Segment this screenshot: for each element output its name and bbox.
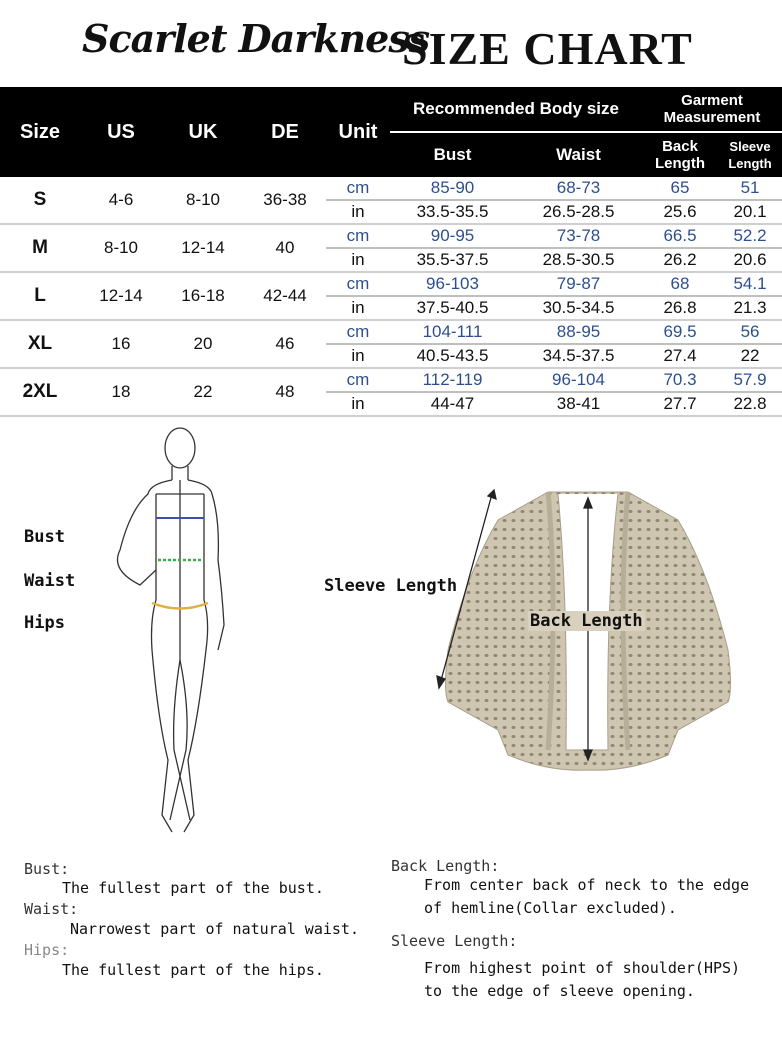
unit-cell: in bbox=[326, 344, 390, 368]
size-cell: M bbox=[0, 224, 80, 272]
us-cell: 12-14 bbox=[80, 272, 162, 320]
de-cell: 42-44 bbox=[244, 272, 326, 320]
sleeve-length-cell: 56 bbox=[718, 320, 782, 344]
figure-label-hips: Hips bbox=[24, 613, 65, 633]
unit-cell: cm bbox=[326, 368, 390, 392]
waist-cell: 38-41 bbox=[515, 392, 642, 416]
note-waist-text: Narrowest part of natural waist. bbox=[70, 920, 359, 938]
bust-cell: 44-47 bbox=[390, 392, 515, 416]
table-row bbox=[0, 368, 782, 392]
bust-cell: 35.5-37.5 bbox=[390, 248, 515, 272]
header-back-length bbox=[642, 132, 718, 177]
unit-cell: cm bbox=[326, 320, 390, 344]
header-sleeve-line2: Length bbox=[728, 156, 772, 171]
unit-cell: in bbox=[326, 200, 390, 224]
header-garment-line2: Measurement bbox=[663, 109, 761, 126]
us-cell: 8-10 bbox=[80, 224, 162, 272]
sleeve-length-cell: 22 bbox=[718, 344, 782, 368]
sleeve-length-cell: 22.8 bbox=[718, 392, 782, 416]
waist-cell: 96-104 bbox=[515, 368, 642, 392]
page-title: SIZE CHART bbox=[402, 23, 693, 74]
note-sleeve-length-text-1: From highest point of shoulder(HPS) bbox=[424, 959, 741, 977]
figure-label-waist: Waist bbox=[24, 571, 76, 591]
size-cell: 2XL bbox=[0, 368, 80, 416]
bust-cell: 33.5-35.5 bbox=[390, 200, 515, 224]
note-bust-text: The fullest part of the bust. bbox=[62, 879, 324, 897]
unit-cell: in bbox=[326, 392, 390, 416]
note-hips-heading: Hips: bbox=[24, 941, 70, 959]
sleeve-length-cell: 20.6 bbox=[718, 248, 782, 272]
uk-cell: 8-10 bbox=[162, 177, 244, 224]
waist-cell: 30.5-34.5 bbox=[515, 296, 642, 320]
header-garment-line1: Garment bbox=[681, 92, 743, 109]
header-back-line1: Back bbox=[662, 138, 698, 155]
sleeve-length-cell: 20.1 bbox=[718, 200, 782, 224]
figure-label-sleeve-length: Sleeve Length bbox=[324, 576, 458, 596]
size-cell: S bbox=[0, 177, 80, 224]
back-length-cell: 26.2 bbox=[642, 248, 718, 272]
waist-cell: 68-73 bbox=[515, 177, 642, 200]
back-length-cell: 26.8 bbox=[642, 296, 718, 320]
table-row bbox=[0, 320, 782, 344]
header-back-line2: Length bbox=[655, 155, 706, 172]
header-size: Size bbox=[0, 87, 80, 177]
waist-cell: 28.5-30.5 bbox=[515, 248, 642, 272]
uk-cell: 12-14 bbox=[162, 224, 244, 272]
bust-cell: 37.5-40.5 bbox=[390, 296, 515, 320]
uk-cell: 22 bbox=[162, 368, 244, 416]
bust-cell: 40.5-43.5 bbox=[390, 344, 515, 368]
note-back-length-text-1: From center back of neck to the edge bbox=[424, 876, 750, 894]
sleeve-length-cell: 57.9 bbox=[718, 368, 782, 392]
waist-cell: 88-95 bbox=[515, 320, 642, 344]
note-sleeve-length-heading: Sleeve Length: bbox=[391, 932, 518, 950]
header-de: DE bbox=[244, 87, 326, 177]
size-cell: L bbox=[0, 272, 80, 320]
sleeve-length-cell: 54.1 bbox=[718, 272, 782, 296]
note-sleeve-length-text-2: to the edge of sleeve opening. bbox=[424, 982, 695, 1000]
de-cell: 48 bbox=[244, 368, 326, 416]
figure-label-bust: Bust bbox=[24, 527, 65, 547]
de-cell: 36-38 bbox=[244, 177, 326, 224]
back-length-cell: 27.7 bbox=[642, 392, 718, 416]
figure-label-back-length: Back Length bbox=[530, 611, 643, 631]
header-sleeve-line1: Sleeve bbox=[729, 139, 771, 154]
waist-cell: 26.5-28.5 bbox=[515, 200, 642, 224]
bust-cell: 96-103 bbox=[390, 272, 515, 296]
header-sleeve-length bbox=[718, 132, 782, 177]
unit-cell: in bbox=[326, 248, 390, 272]
bust-cell: 112-119 bbox=[390, 368, 515, 392]
bust-cell: 104-111 bbox=[390, 320, 515, 344]
header-uk: UK bbox=[162, 87, 244, 177]
back-length-cell: 66.5 bbox=[642, 224, 718, 248]
de-cell: 46 bbox=[244, 320, 326, 368]
unit-cell: cm bbox=[326, 272, 390, 296]
size-cell: XL bbox=[0, 320, 80, 368]
header-recommended: Recommended Body size bbox=[390, 87, 642, 132]
de-cell: 40 bbox=[244, 224, 326, 272]
unit-cell: cm bbox=[326, 177, 390, 200]
back-length-cell: 70.3 bbox=[642, 368, 718, 392]
waist-cell: 73-78 bbox=[515, 224, 642, 248]
header-waist: Waist bbox=[515, 132, 642, 177]
bust-cell: 90-95 bbox=[390, 224, 515, 248]
header-bust: Bust bbox=[390, 132, 515, 177]
back-length-cell: 69.5 bbox=[642, 320, 718, 344]
note-hips-text: The fullest part of the hips. bbox=[62, 961, 324, 979]
back-length-cell: 25.6 bbox=[642, 200, 718, 224]
note-waist-heading: Waist: bbox=[24, 900, 79, 918]
table-row bbox=[0, 272, 782, 296]
sleeve-length-cell: 51 bbox=[718, 177, 782, 200]
waist-cell: 79-87 bbox=[515, 272, 642, 296]
back-length-cell: 65 bbox=[642, 177, 718, 200]
waist-cell: 34.5-37.5 bbox=[515, 344, 642, 368]
sleeve-length-cell: 52.2 bbox=[718, 224, 782, 248]
us-cell: 16 bbox=[80, 320, 162, 368]
uk-cell: 20 bbox=[162, 320, 244, 368]
us-cell: 4-6 bbox=[80, 177, 162, 224]
note-back-length-text-2: of hemline(Collar excluded). bbox=[424, 899, 677, 917]
unit-cell: cm bbox=[326, 224, 390, 248]
body-figure-illustration bbox=[100, 420, 240, 840]
bust-cell: 85-90 bbox=[390, 177, 515, 200]
sleeve-length-cell: 21.3 bbox=[718, 296, 782, 320]
header-garment bbox=[642, 87, 782, 132]
uk-cell: 16-18 bbox=[162, 272, 244, 320]
table-row bbox=[0, 224, 782, 248]
header-unit: Unit bbox=[326, 87, 390, 177]
brand-logo: Scarlet Darkness bbox=[82, 16, 430, 61]
note-back-length-heading: Back Length: bbox=[391, 857, 500, 875]
table-row bbox=[0, 177, 782, 200]
back-length-cell: 68 bbox=[642, 272, 718, 296]
back-length-cell: 27.4 bbox=[642, 344, 718, 368]
us-cell: 18 bbox=[80, 368, 162, 416]
unit-cell: in bbox=[326, 296, 390, 320]
header-us: US bbox=[80, 87, 162, 177]
size-table bbox=[0, 87, 782, 417]
note-bust-heading: Bust: bbox=[24, 860, 70, 878]
